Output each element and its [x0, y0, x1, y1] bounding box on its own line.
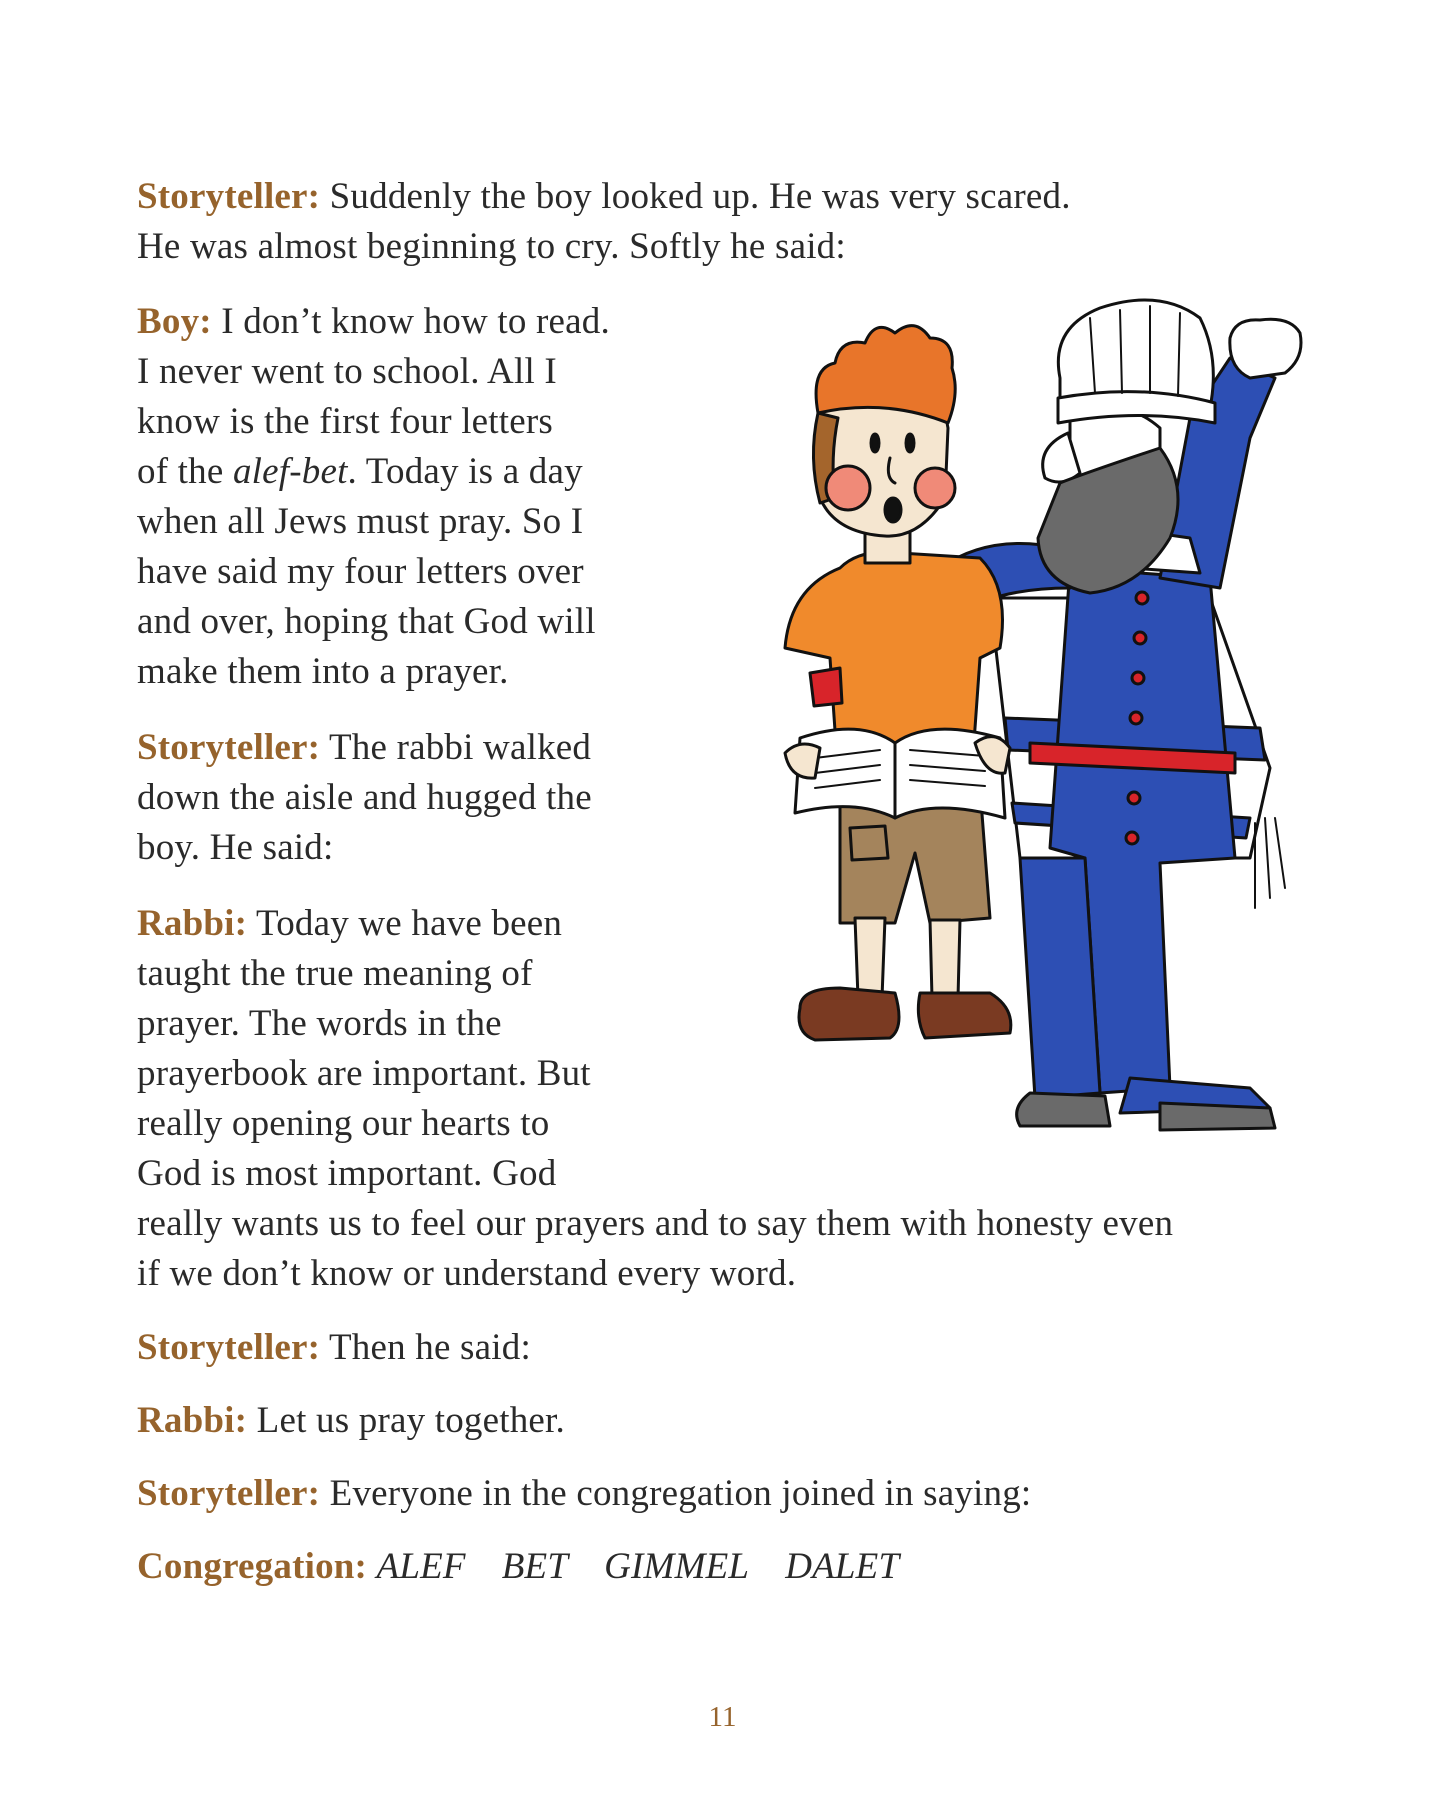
dialogue-text: God is most important. God [137, 1153, 557, 1194]
dialogue-text: Today we have been [255, 903, 563, 944]
dialogue-storyteller-2 [137, 723, 592, 873]
dialogue-text: Then he said: [329, 1327, 531, 1368]
dialogue-storyteller-4 [137, 1469, 1031, 1519]
dialogue-text: if we don’t know or understand every word. [137, 1253, 797, 1294]
alef-bet-term: alef-bet [232, 451, 348, 492]
dialogue-line [137, 297, 610, 347]
dialogue-text: prayer. The words in the [137, 1003, 502, 1044]
rabbi-and-boy-illustration [690, 298, 1330, 1146]
alefbet-letters [377, 1546, 936, 1587]
dialogue-text: I don’t know how to read. [221, 301, 610, 342]
dialogue-line [137, 172, 1071, 222]
dialogue-text: boy. He said: [137, 827, 334, 868]
dialogue-text: Suddenly the boy looked up. He was very scared. [329, 176, 1071, 217]
dialogue-text: He was almost beginning to cry. Softly he said: [137, 226, 846, 267]
dialogue-text: and over, hoping that God will [137, 601, 596, 642]
dialogue-text: know is the first four letters [137, 401, 553, 442]
dialogue-line [137, 1542, 935, 1592]
dialogue-line [137, 723, 592, 773]
dialogue-text: really wants us to feel our prayers and to say them with honesty even [137, 1203, 1174, 1244]
dialogue-line [137, 1323, 531, 1373]
dialogue-rabbi-2 [137, 1396, 565, 1446]
dialogue-text: The rabbi walked [329, 727, 592, 768]
dialogue-text: really opening our hearts to [137, 1103, 550, 1144]
dialogue-boy [137, 297, 610, 697]
speaker-label: Storyteller: [137, 1327, 321, 1368]
letter-word: DALET [785, 1546, 900, 1587]
dialogue-text: Everyone in the congregation joined in saying: [329, 1473, 1032, 1514]
dialogue-text: of the [137, 451, 233, 492]
letter-word: GIMMEL [604, 1546, 750, 1587]
letter-word: ALEF [376, 1546, 466, 1587]
speaker-label: Storyteller: [137, 176, 321, 217]
dialogue-line [137, 447, 610, 497]
speaker-label: Storyteller: [137, 1473, 321, 1514]
dialogue-text: down the aisle and hugged the [137, 777, 592, 818]
dialogue-congregation [137, 1542, 935, 1592]
speaker-label: Boy: [137, 301, 212, 342]
dialogue-text: when all Jews must pray. So I [137, 501, 584, 542]
page-number: 11 [708, 1701, 737, 1733]
speaker-label: Rabbi: [137, 903, 248, 944]
dialogue-text: . Today is a day [347, 451, 583, 492]
dialogue-storyteller-1 [137, 172, 1071, 272]
dialogue-text: Let us pray together. [256, 1400, 565, 1441]
dialogue-text: make them into a prayer. [137, 651, 509, 692]
dialogue-line [137, 1469, 1031, 1519]
dialogue-text: taught the true meaning of [137, 953, 533, 994]
speaker-label: Congregation: [137, 1546, 368, 1587]
speaker-label: Rabbi: [137, 1400, 248, 1441]
dialogue-line [137, 1396, 565, 1446]
letter-word: BET [501, 1546, 569, 1587]
dialogue-text: I never went to school. All I [137, 351, 557, 392]
dialogue-text: prayerbook are important. But [137, 1053, 591, 1094]
dialogue-storyteller-3 [137, 1323, 531, 1373]
dialogue-text: have said my four letters over [137, 551, 584, 592]
speaker-label: Storyteller: [137, 727, 321, 768]
